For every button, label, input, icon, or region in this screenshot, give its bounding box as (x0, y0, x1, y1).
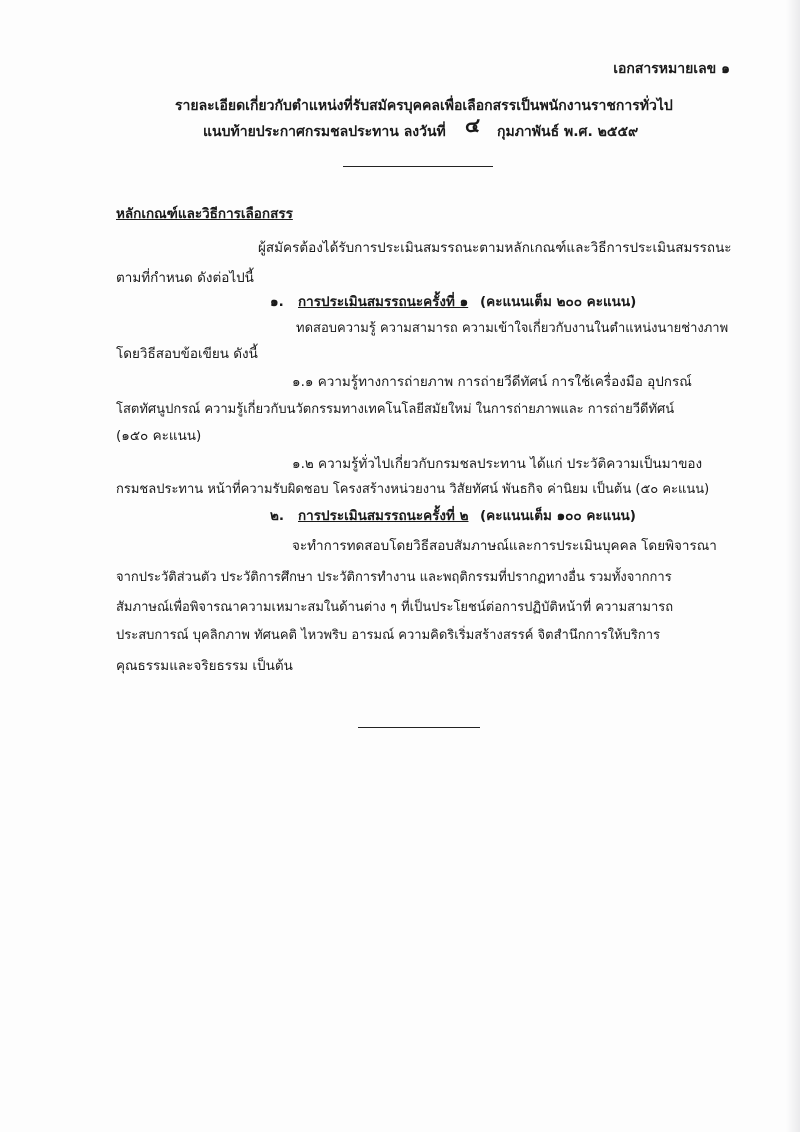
item2-desc-line-2: จากประวัติส่วนตัว ประวัติการศึกษา ประวัติการทำงาน และพฤติกรรมที่ปรากฏทางอื่น รวมทั้งจากการ (116, 570, 672, 585)
item1-number: ๑. (270, 294, 284, 310)
item1-sub1-line-1: ๑.๑ ความรู้ทางการถ่ายภาพ การถ่ายวีดีทัศน์ การใช้เครื่องมือ อุปกรณ์ (292, 374, 692, 390)
intro-line-1: ผู้สมัครต้องได้รับการประเมินสมรรถนะตามหลักเกณฑ์และวิธีการประเมินสมรรถนะ (258, 240, 732, 256)
item1-desc-line-2: โดยวิธีสอบข้อเขียน ดังนี้ (116, 346, 258, 362)
item1-sub1-line-3: (๑๕๐ คะแนน) (116, 428, 202, 444)
title-line-2-day: ๔ (465, 113, 481, 137)
item1-sub2-line-1: ๑.๒ ความรู้ทั่วไปเกี่ยวกับกรมชลประทาน ได้แก่ ประวัติความเป็นมาของ (292, 456, 703, 472)
title-line-2-suffix: กุมภาพันธ์ พ.ศ. ๒๕๕๙ (497, 124, 639, 140)
title-line-1: รายละเอียดเกี่ยวกับตำแหน่งที่รับสมัครบุคคลเพื่อเลือกสรรเป็นพนักงานราชการทั่วไป (175, 98, 673, 114)
item2-number: ๒. (270, 508, 285, 524)
scan-edge-shadow (786, 0, 800, 1132)
item2-score: (คะแนนเต็ม ๑๐๐ คะแนน) (480, 508, 636, 524)
item2-desc-line-5: คุณธรรมและจริยธรรม เป็นต้น (116, 658, 293, 674)
item1-score: (คะแนนเต็ม ๒๐๐ คะแนน) (480, 294, 637, 310)
section-heading: หลักเกณฑ์และวิธีการเลือกสรร (116, 206, 293, 222)
title-line-2-prefix: แนบท้ายประกาศกรมชลประทาน ลงวันที่ (203, 124, 446, 140)
document-number: เอกสารหมายเลข ๑ (613, 61, 730, 77)
item2-desc-line-3: สัมภาษณ์เพื่อพิจารณาความเหมาะสมในด้านต่าง ๆ ที่เป็นประโยชน์ต่อการปฏิบัติหน้าที่ ความสามารถ (116, 600, 674, 615)
item1-sub2-line-2: กรมชลประทาน หน้าที่ความรับผิดชอบ โครงสร้างหน่วยงาน วิสัยทัศน์ พันธกิจ ค่านิยม เป็นต้น (๕๐ คะแนน) (116, 482, 710, 497)
item1-desc-line-1: ทดสอบความรู้ ความสามารถ ความเข้าใจเกี่ยวกับงานในตำแหน่งนายช่างภาพ (296, 321, 729, 336)
item1-sub1-line-2: โสตทัศนูปกรณ์ ความรู้เกี่ยวกับนวัตกรรมทางเทคโนโลยีสมัยใหม่ ในการถ่ายภาพและ การถ่ายวีดีทัศน์ (116, 402, 675, 417)
intro-line-2: ตามที่กำหนด ดังต่อไปนี้ (116, 270, 254, 286)
end-divider (358, 727, 480, 728)
item1-title: การประเมินสมรรถนะครั้งที่ ๑ (298, 294, 469, 310)
title-divider (343, 166, 493, 167)
item2-desc-line-1: จะทำการทดสอบโดยวิธีสอบสัมภาษณ์และการประเมินบุคคล โดยพิจารณา (292, 538, 717, 554)
item2-title: การประเมินสมรรถนะครั้งที่ ๒ (298, 508, 469, 524)
item2-desc-line-4: ประสบการณ์ บุคลิกภาพ ทัศนคติ ไหวพริบ อารมณ์ ความคิดริเริ่มสร้างสรรค์ จิตสำนึกการให้บริการ (116, 628, 661, 643)
